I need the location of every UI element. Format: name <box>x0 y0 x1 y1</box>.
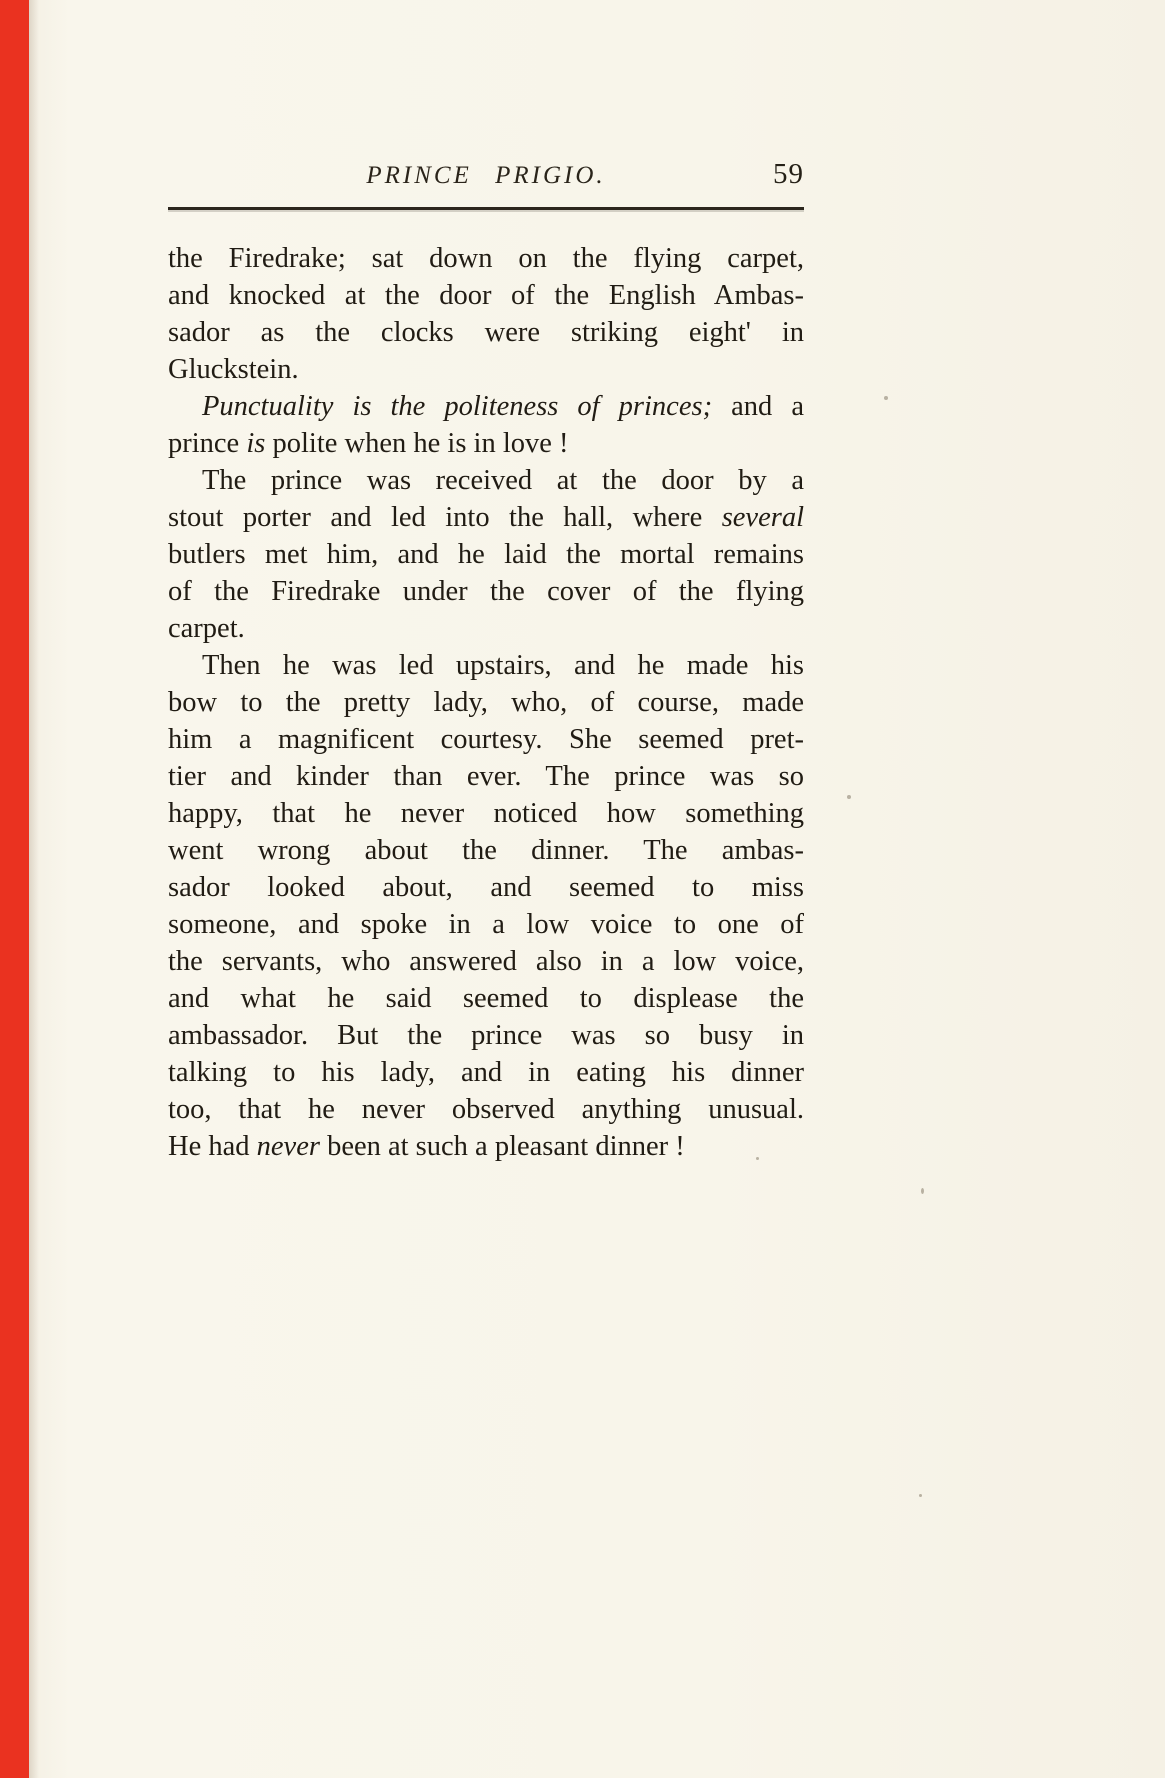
scan-speck <box>847 795 851 799</box>
red-edge-stripe <box>0 0 29 1778</box>
text-line: and what he said seemed to displease the <box>168 983 804 1014</box>
text-line: happy, that he never noticed how something <box>168 798 804 829</box>
text-line: him a magnificent courtesy. She seemed pret- <box>168 724 804 755</box>
paragraph <box>168 462 804 647</box>
header-rule <box>168 207 804 210</box>
text-line: prince is polite when he is in love ! <box>168 428 569 459</box>
paragraph <box>168 647 804 1165</box>
paragraph <box>168 240 804 388</box>
scan-speck <box>921 1188 924 1194</box>
gutter-shadow <box>29 0 39 1778</box>
text-line: Gluckstein. <box>168 354 299 385</box>
text-line: the servants, who answered also in a low voice, <box>168 946 804 977</box>
text-line: Then he was led upstairs, and he made his <box>202 650 804 681</box>
paragraph <box>168 388 804 462</box>
text-line: went wrong about the dinner. The ambas- <box>168 835 804 866</box>
text-line: The prince was received at the door by a <box>202 465 804 496</box>
running-header <box>168 158 804 204</box>
text-line: too, that he never observed anything unusual. <box>168 1094 804 1125</box>
text-line: someone, and spoke in a low voice to one of <box>168 909 804 940</box>
page-title: PRINCE PRIGIO. <box>366 162 606 189</box>
text-line: ambassador. But the prince was so busy in <box>168 1020 804 1051</box>
text-line: sador looked about, and seemed to miss <box>168 872 804 903</box>
scan-speck <box>919 1494 922 1497</box>
text-line: bow to the pretty lady, who, of course, made <box>168 687 804 718</box>
text-line: and knocked at the door of the English Ambas- <box>168 280 804 311</box>
text-line: tier and kinder than ever. The prince was so <box>168 761 804 792</box>
text-line: stout porter and led into the hall, where several <box>168 502 804 533</box>
text-line: of the Firedrake under the cover of the flying <box>168 576 804 607</box>
text-line: Punctuality is the politeness of princes; and a <box>202 391 804 422</box>
text-line: the Firedrake; sat down on the flying carpet, <box>168 243 804 274</box>
body-text <box>168 240 804 1165</box>
scan-speck <box>884 396 888 400</box>
text-line: butlers met him, and he laid the mortal remains <box>168 539 804 570</box>
text-line: talking to his lady, and in eating his dinner <box>168 1057 804 1088</box>
page-number: 59 <box>773 158 804 190</box>
text-line: He had never been at such a pleasant dinner ! <box>168 1131 685 1162</box>
text-line: carpet. <box>168 613 245 644</box>
text-line: sador as the clocks were striking eight' in <box>168 317 804 348</box>
text-block <box>168 158 804 1165</box>
scan-speck <box>756 1157 759 1160</box>
